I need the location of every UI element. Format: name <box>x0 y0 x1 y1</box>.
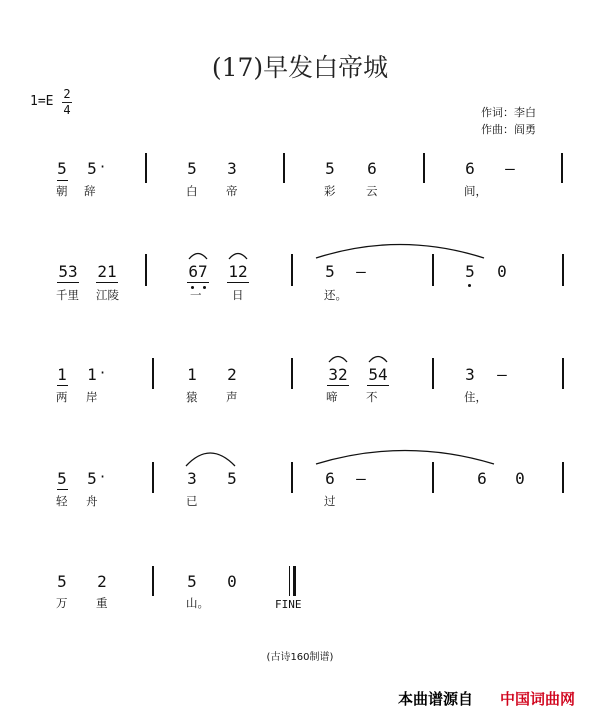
rest: 0 <box>497 262 507 281</box>
lyric: 重 <box>96 596 108 610</box>
note: 5 <box>57 159 67 178</box>
note: 2 <box>227 365 237 384</box>
note: 21 <box>97 262 117 281</box>
lyric: 声 <box>226 390 238 404</box>
lyric: 岸 <box>86 390 98 404</box>
lyric: 帝 <box>226 184 238 198</box>
note: 5 <box>187 159 197 178</box>
slur <box>229 254 247 260</box>
key-signature: 1=E <box>30 94 54 109</box>
note: 6 <box>367 159 377 178</box>
lyricist-credit: 作词：李白 <box>481 106 536 119</box>
footer-site-link[interactable]: 中国词曲网 <box>500 690 576 708</box>
note: 5 <box>87 469 97 488</box>
lyric: 云 <box>366 184 378 198</box>
augmentation-dot: · <box>100 363 106 382</box>
lyric: 江陵 <box>96 288 119 302</box>
lyric: 间， <box>464 184 487 198</box>
lyric: 一 <box>190 288 202 302</box>
lyric: 啼 <box>326 390 338 404</box>
rest: 0 <box>515 469 525 488</box>
lyric: 已 <box>186 494 198 508</box>
slur <box>369 357 387 363</box>
note: 6 <box>465 159 475 178</box>
tie <box>316 245 484 259</box>
note: 53 <box>58 262 78 281</box>
lyric: 不 <box>366 390 378 404</box>
lyric: 山。 <box>186 596 209 610</box>
note: 6 <box>325 469 335 488</box>
song-title: (17)早发白帝城 <box>211 53 389 82</box>
note: 54 <box>368 365 388 384</box>
dash: – <box>356 469 366 488</box>
note: 67 <box>188 262 208 281</box>
lyric: 轻 <box>56 494 68 508</box>
fine-marking: FINE <box>275 598 302 611</box>
lyric: 千里 <box>56 288 79 302</box>
note: 5 <box>57 572 67 591</box>
dash: – <box>505 159 515 178</box>
note: 6 <box>477 469 487 488</box>
note: 5 <box>57 469 67 488</box>
lyric: 舟 <box>86 494 98 508</box>
lyric: 白 <box>186 184 198 198</box>
augmentation-dot: · <box>100 467 106 486</box>
note: 5 <box>465 262 475 281</box>
note: 5 <box>325 262 335 281</box>
lyric: 过 <box>324 494 336 508</box>
note: 1 <box>57 365 67 384</box>
time-bottom: 4 <box>63 103 71 117</box>
note: 3 <box>465 365 475 384</box>
lyric: 住， <box>464 390 487 404</box>
lyric: 彩 <box>324 184 336 198</box>
note: 12 <box>228 262 248 281</box>
dash: – <box>497 365 507 384</box>
rest: 0 <box>227 572 237 591</box>
lyric: 两 <box>56 390 68 404</box>
note: 1 <box>187 365 197 384</box>
note: 32 <box>328 365 348 384</box>
lyric: 猿 <box>186 390 198 404</box>
dash: – <box>356 262 366 281</box>
note: 5 <box>325 159 335 178</box>
note: 3 <box>187 469 197 488</box>
lyric: 辞 <box>84 184 96 198</box>
lyric: 朝 <box>56 184 68 198</box>
augmentation-dot: · <box>100 157 106 176</box>
lyric: 万 <box>56 596 68 610</box>
note: 5 <box>87 159 97 178</box>
lyric: 还。 <box>324 288 347 302</box>
note: 3 <box>227 159 237 178</box>
lyric: 日 <box>232 288 244 302</box>
note: 1 <box>87 365 97 384</box>
composer-credit: 作曲：阎勇 <box>481 123 536 136</box>
slur <box>186 453 235 466</box>
slur <box>189 254 207 260</box>
time-top: 2 <box>63 87 71 101</box>
source-note: (古诗160制谱) <box>266 652 334 663</box>
note: 5 <box>227 469 237 488</box>
slur <box>329 357 347 363</box>
note: 2 <box>97 572 107 591</box>
footer-source-label: 本曲谱源自 <box>398 690 474 708</box>
note: 5 <box>187 572 197 591</box>
tie <box>316 451 494 465</box>
